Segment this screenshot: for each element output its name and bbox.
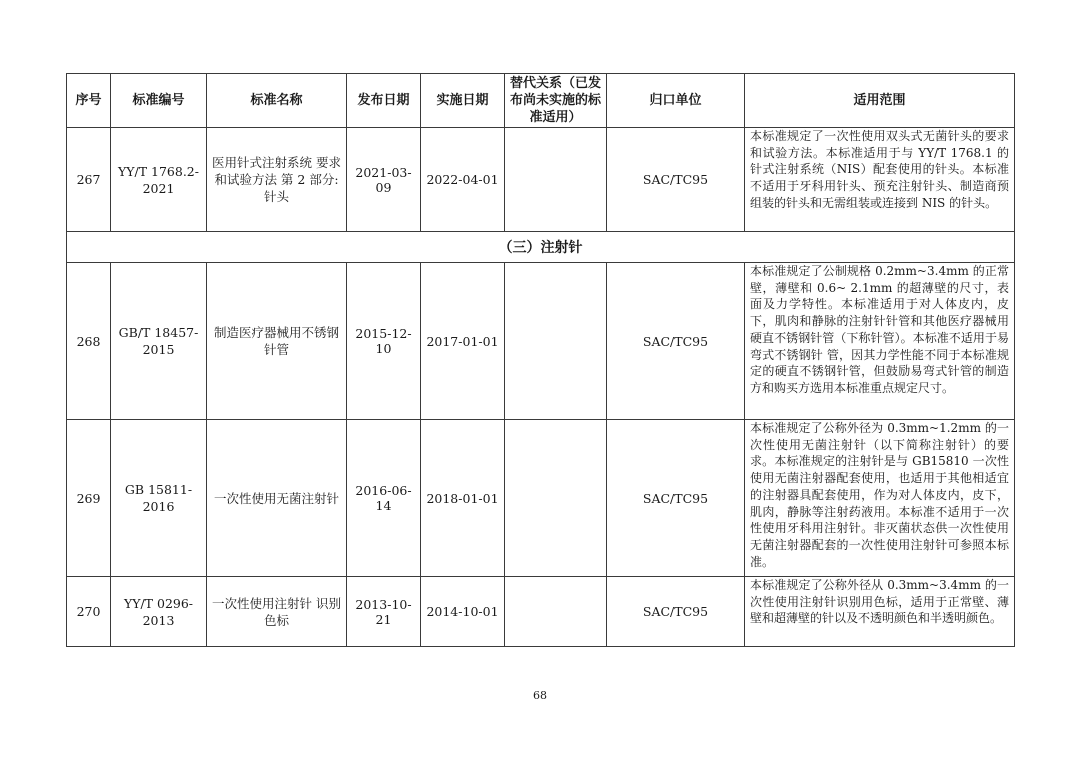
section-row — [67, 232, 1015, 263]
cell-effective-date: 2017-01-01 — [421, 263, 505, 420]
cell-code: GB 15811-2016 — [111, 420, 207, 577]
cell-unit: SAC/TC95 — [607, 128, 745, 232]
cell-publish-date: 2021-03-09 — [347, 128, 421, 232]
cell-publish-date: 2016-06-14 — [347, 420, 421, 577]
table-row — [67, 420, 1015, 577]
cell-replace — [505, 128, 607, 232]
cell-replace — [505, 577, 607, 647]
cell-scope: 本标准规定了公称外径为 0.3mm~1.2mm 的一次性使用无菌注射针（以下简称注射针）的要求。本标准规定的注射针是与 GB15810 一次性使用无菌注射器配套使用，也适用于其他相适宜的注射器具配套使用，作为对人体皮内，皮下，肌肉，静脉等注射药液用。本标准不适用于一次性使用牙科用注射针。非灭菌状态供一次性使用无菌注射器配套的一次性使用注射针可参照本标准。 — [745, 420, 1015, 577]
cell-scope: 本标准规定了公制规格 0.2mm~3.4mm 的正常壁，薄壁和 0.6~ 2.1mm 的超薄壁的尺寸，表面及力学特性。本标准适用于对人体皮内，皮下，肌肉和静脉的注射针针管和其他医疗器械用硬直不锈钢针管（下称针管）。本标准不适用于易弯式不锈钢针 管，因其力学性能不同于本标准规定的硬直不锈钢针管，但鼓励易弯式针管的制造方和购买方选用本标准重点规定尺寸。 — [745, 263, 1015, 420]
cell-name: 制造医疗器械用不锈钢针管 — [207, 263, 347, 420]
cell-no: 270 — [67, 577, 111, 647]
cell-no: 269 — [67, 420, 111, 577]
table-row — [67, 577, 1015, 647]
cell-unit: SAC/TC95 — [607, 420, 745, 577]
standards-table — [66, 73, 1015, 647]
cell-code: YY/T 0296-2013 — [111, 577, 207, 647]
header-replace: 替代关系（已发布尚未实施的标准适用） — [505, 74, 607, 128]
cell-unit: SAC/TC95 — [607, 577, 745, 647]
cell-publish-date: 2015-12-10 — [347, 263, 421, 420]
cell-scope: 本标准规定了公称外径从 0.3mm~3.4mm 的一次性使用注射针识别用色标，适用于正常壁、薄壁和超薄壁的针以及不透明颜色和半透明颜色。 — [745, 577, 1015, 647]
cell-publish-date: 2013-10-21 — [347, 577, 421, 647]
cell-no: 267 — [67, 128, 111, 232]
header-scope: 适用范围 — [745, 74, 1015, 128]
table-header-row — [67, 74, 1015, 128]
header-code: 标准编号 — [111, 74, 207, 128]
header-unit: 归口单位 — [607, 74, 745, 128]
cell-replace — [505, 263, 607, 420]
cell-replace — [505, 420, 607, 577]
cell-effective-date: 2018-01-01 — [421, 420, 505, 577]
cell-name: 医用针式注射系统 要求和试验方法 第 2 部分: 针头 — [207, 128, 347, 232]
page-number: 68 — [533, 689, 547, 702]
cell-unit: SAC/TC95 — [607, 263, 745, 420]
header-effective-date: 实施日期 — [421, 74, 505, 128]
table-row — [67, 263, 1015, 420]
table-row — [67, 128, 1015, 232]
header-name: 标准名称 — [207, 74, 347, 128]
cell-no: 268 — [67, 263, 111, 420]
cell-name: 一次性使用无菌注射针 — [207, 420, 347, 577]
section-title: （三）注射针 — [67, 232, 1015, 263]
cell-effective-date: 2014-10-01 — [421, 577, 505, 647]
header-no: 序号 — [67, 74, 111, 128]
header-publish-date: 发布日期 — [347, 74, 421, 128]
cell-scope: 本标准规定了一次性使用双头式无菌针头的要求和试验方法。本标准适用于与 YY/T 1768.1 的针式注射系统（NIS）配套使用的针头。本标准不适用于牙科用针头、预充注射针头、制造商预组装的针头和无需组装或连接到 NIS 的针头。 — [745, 128, 1015, 232]
cell-code: GB/T 18457-2015 — [111, 263, 207, 420]
cell-effective-date: 2022-04-01 — [421, 128, 505, 232]
cell-name: 一次性使用注射针 识别色标 — [207, 577, 347, 647]
cell-code: YY/T 1768.2-2021 — [111, 128, 207, 232]
